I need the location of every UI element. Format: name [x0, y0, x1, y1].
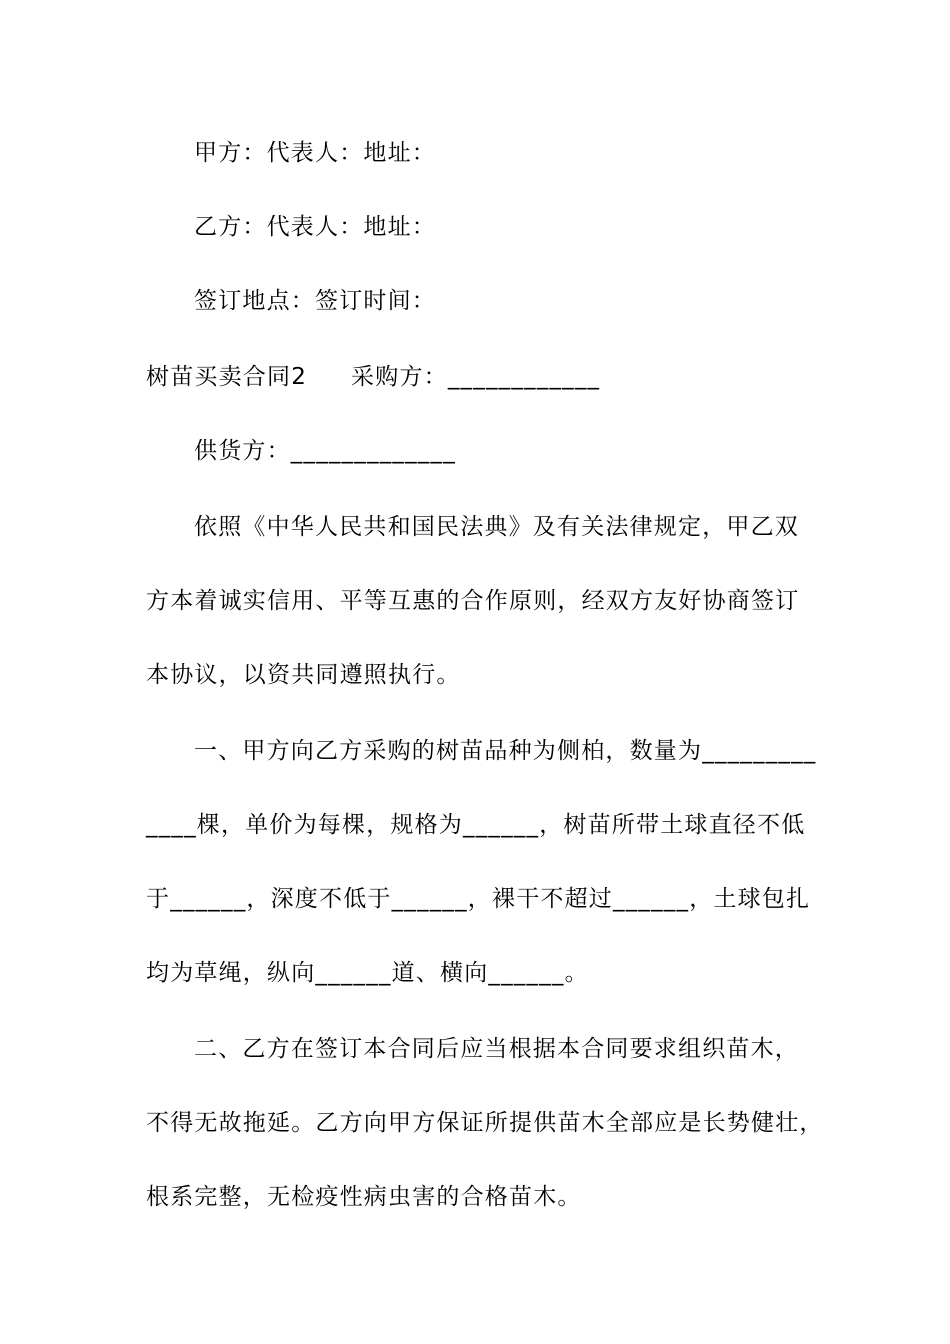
clause-one-line: 均为草绳，纵向______道、横向______。: [146, 960, 589, 986]
paragraph-line: 依照《中华人民共和国民法典》及有关法律规定，甲乙双: [194, 514, 799, 540]
purchaser-field: 采购方：____________: [351, 364, 601, 390]
signing-info-line: 签订地点：签订时间：: [194, 288, 436, 314]
clause-two-line: 不得无故拖延。乙方向甲方保证所提供苗木全部应是长势健壮，: [146, 1110, 824, 1136]
supplier-line: 供货方：_____________: [194, 438, 456, 464]
clause-one-line: ____棵，单价为每棵，规格为______，树苗所带土球直径不低: [146, 812, 806, 838]
paragraph-line: 方本着诚实信用、平等互惠的合作原则，经双方友好协商签订: [146, 588, 800, 614]
clause-one-line: 于______，深度不低于______，裸干不超过______，土球包扎: [146, 886, 811, 912]
clause-two-line: 根系完整，无检疫性病虫害的合格苗木。: [146, 1184, 582, 1210]
clause-one-line: 一、甲方向乙方采购的树苗品种为侧柏，数量为_________: [194, 738, 817, 764]
party-b-line: 乙方：代表人：地址：: [194, 214, 436, 240]
contract-title: 树苗买卖合同2: [146, 364, 308, 390]
paragraph-line: 本协议，以资共同遵照执行。: [146, 662, 461, 688]
contract-title-line: [146, 362, 600, 392]
clause-two-line: 二、乙方在签订本合同后应当根据本合同要求组织苗木，: [194, 1036, 799, 1062]
party-a-line: 甲方：代表人：地址：: [194, 140, 436, 166]
